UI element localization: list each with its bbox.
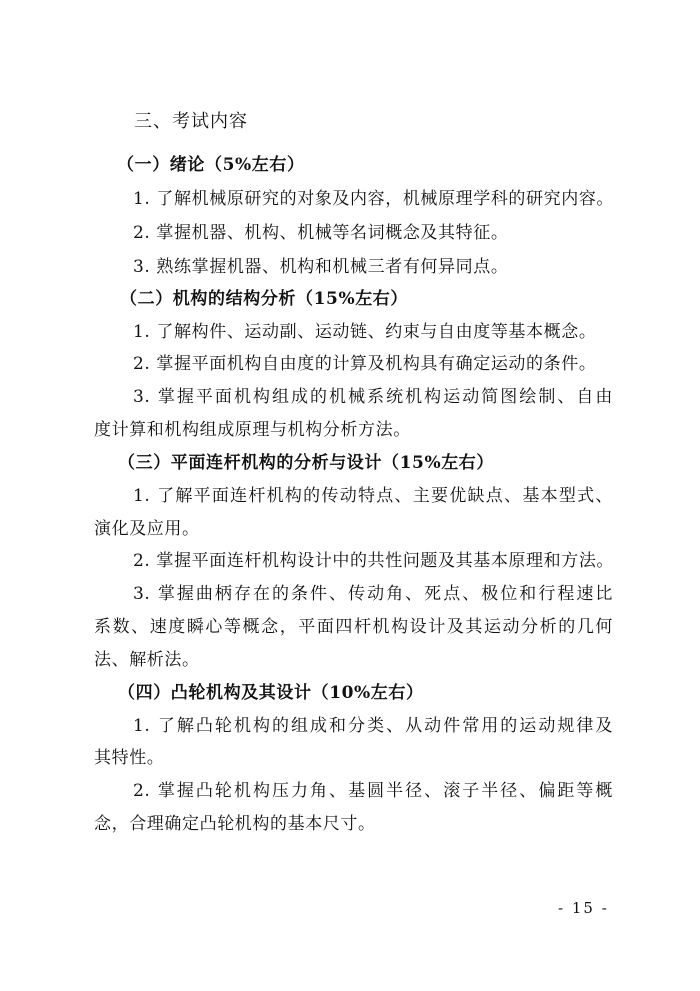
list-item: 2. 掌握凸轮机构压力角、基圆半径、滚子半径、偏距等概 [133, 781, 613, 801]
section-title: （四）凸轮机构及其设计（10%左右） [118, 683, 424, 703]
list-item: 1. 了解构件、运动副、运动链、约束与自由度等基本概念。 [133, 322, 597, 342]
list-item-continuation: 度计算和机构组成原理与机构分析方法。 [94, 420, 411, 440]
list-item-continuation: 法、解析法。 [94, 650, 200, 670]
list-item: 1. 了解机械原研究的对象及内容，机械原理学科的研究内容。 [133, 189, 615, 209]
list-item: 2. 掌握平面机构自由度的计算及机构具有确定运动的条件。 [133, 354, 597, 374]
list-item-continuation: 念，合理确定凸轮机构的基本尺寸。 [94, 814, 376, 834]
page-number: - 15 - [558, 899, 609, 917]
list-item: 3. 熟练掌握机器、机构和机械三者有何异同点。 [133, 257, 509, 277]
list-item-continuation: 演化及应用。 [94, 519, 200, 539]
heading: 三、考试内容 [134, 111, 248, 132]
list-item: 1. 了解凸轮机构的组成和分类、从动件常用的运动规律及 [133, 716, 613, 736]
list-item: 3. 掌握平面机构组成的机械系统机构运动简图绘制、自由 [133, 387, 613, 407]
section-title: （三）平面连杆机构的分析与设计（15%左右） [118, 453, 495, 473]
list-item: 3. 掌握曲柄存在的条件、传动角、死点、极位和行程速比 [133, 584, 613, 604]
list-item: 1. 了解平面连杆机构的传动特点、主要优缺点、基本型式、 [133, 486, 613, 506]
list-item-continuation: 其特性。 [94, 748, 165, 768]
list-item: 2. 掌握平面连杆机构设计中的共性问题及其基本原理和方法。 [133, 551, 615, 571]
list-item: 2. 掌握机器、机构、机械等名词概念及其特征。 [133, 223, 509, 243]
list-item-continuation: 系数、速度瞬心等概念，平面四杆机构设计及其运动分析的几何 [94, 617, 613, 637]
section-title: （二）机构的结构分析（15%左右） [120, 289, 409, 309]
section-title: （一）绪论（5%左右） [117, 155, 305, 175]
